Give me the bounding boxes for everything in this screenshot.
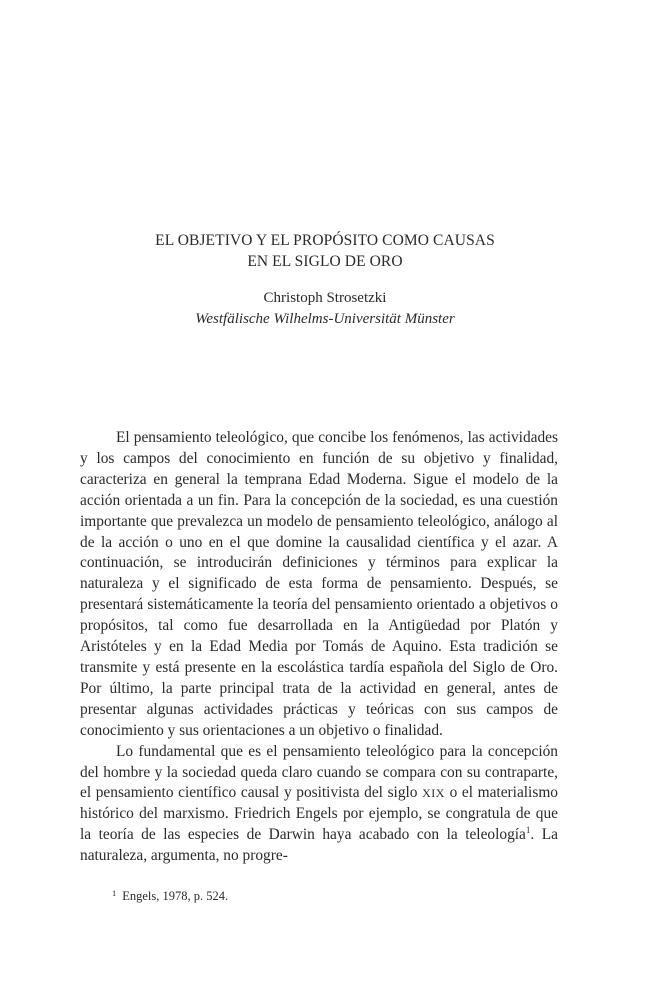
body-text xyxy=(80,428,558,867)
footnote-reference[interactable]: 1 xyxy=(525,825,531,836)
footnote-number: 1 xyxy=(112,888,117,898)
paragraph-2-part-c: . La naturaleza, argumenta, no progre- xyxy=(80,826,558,865)
article-title xyxy=(0,230,650,272)
title-line-1: EL OBJETIVO Y EL PROPÓSITO COMO CAUSAS xyxy=(155,232,495,249)
century-numeral: XIX xyxy=(422,786,445,801)
paragraph-2 xyxy=(80,742,558,867)
footnote xyxy=(112,885,552,904)
paragraph-2-part-a: Lo fundamental que es el pensamiento teleológico para la concepción del hombre y la sociedad queda claro cuando se compara con su contraparte, el pensamiento científico causal y positivista del siglo xyxy=(80,742,558,802)
author-name: Christoph Strosetzki xyxy=(263,290,387,306)
title-line-2: EN EL SIGLO DE ORO xyxy=(247,253,403,270)
paragraph-1: El pensamiento teleológico, que concibe los fenómenos, las actividades y los campos del conocimiento en función de su objetivo y finalidad, caracteriza en general la temprana Edad Moderna. Sigue el modelo de la acción orientada a un fin. Para la concepción de la sociedad, es una cuestión importante que prevalezca un modelo de pensamiento teleológico, análogo al de la acción o uno en el que domine la causalidad científica y el azar. A continuación, se introducirán definiciones y términos para explicar la naturaleza y el significado de esta forma de pensamiento. Después, se presentará sistemáticamente la teoría del pensamiento orientado a objetivos o propósitos, tal como fue desarrollada en la Antigüedad por Platón y Aristóteles y en la Edad Media por Tomás de Aquino. Esta tradición se transmite y está presente en la escolástica tardía española del Siglo de Oro. Por último, la parte principal trata de la actividad en general, antes de presentar algunas actividades prácticas y teóricas con sus campos de conocimiento y sus orientaciones a un objetivo o finalidad. xyxy=(80,429,558,739)
author-affiliation: Westfälische Wilhelms-Universität Münster xyxy=(195,311,455,327)
footnote-text: Engels, 1978, p. 524. xyxy=(122,889,229,903)
author-block xyxy=(0,288,650,330)
paragraph-2-part-b: o el materialismo histórico del marxismo. Friedrich Engels por ejemplo, se congratula de que la teoría de las especies de Darwin haya acabado con la teleología xyxy=(80,784,558,844)
